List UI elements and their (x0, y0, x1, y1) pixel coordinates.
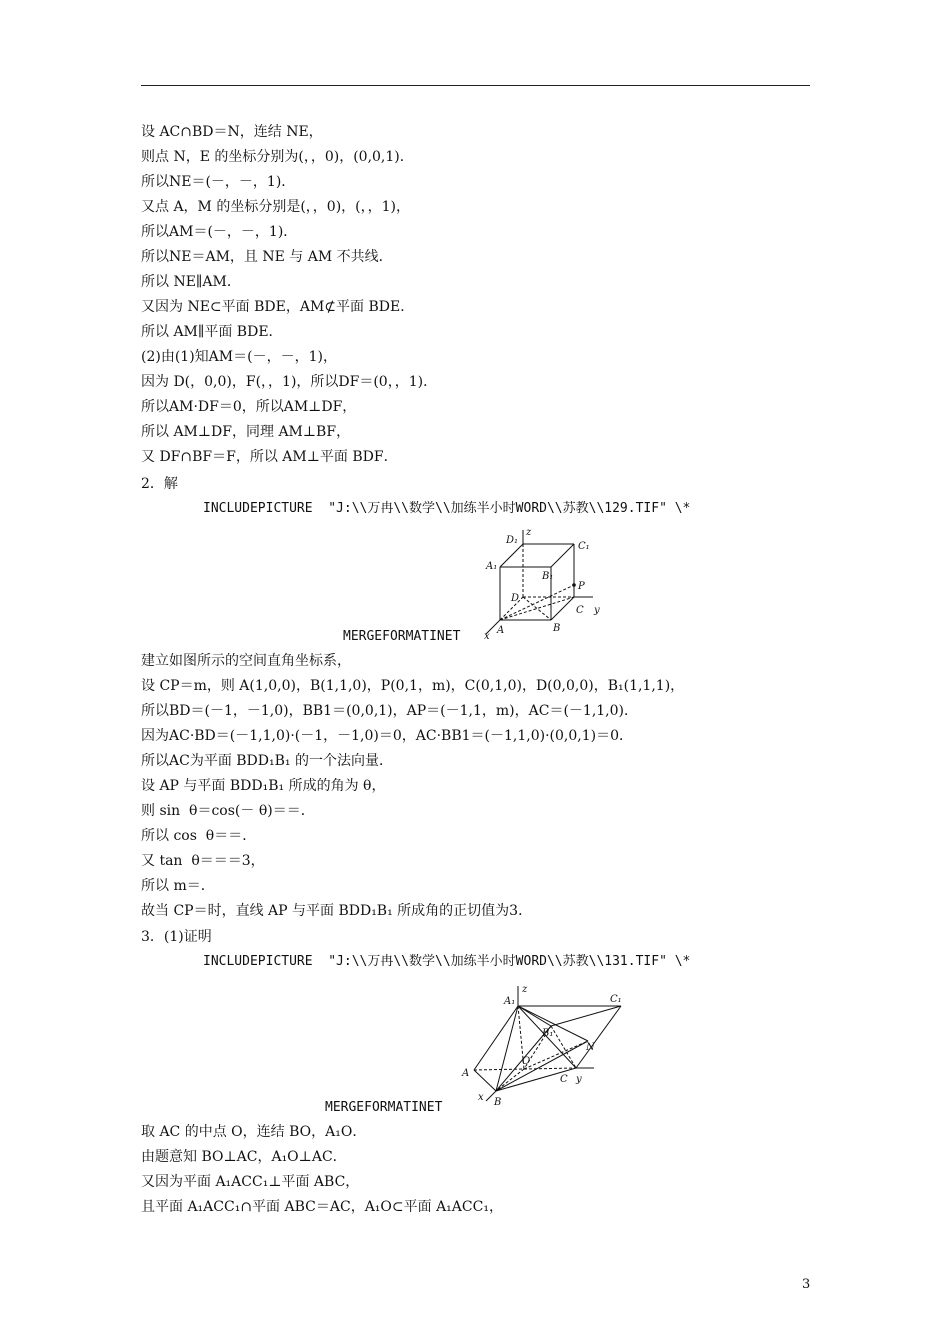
figure-label: A (462, 1068, 470, 1079)
include-field: INCLUDEPICTURE "J:\\万冉\\数学\\加练半小时WORD\\苏教\\131.TIF" \* (203, 954, 691, 969)
header-rule (141, 85, 810, 86)
figure-label: B₁ (542, 571, 554, 582)
text-line: 且平面 A₁ACC₁∩平面 ABC＝AC，A₁O⊂平面 A₁ACC₁， (141, 1199, 503, 1215)
figure-label: z (526, 527, 532, 538)
figure-label: C₁ (578, 541, 590, 552)
text-line: 因为 D(，0,0)，F(，，1)，所以DF＝(0，，1)． (141, 374, 438, 390)
page-number: 3 (802, 1277, 811, 1292)
text-line: 所以 cos θ＝＝． (141, 828, 257, 844)
include-field: INCLUDEPICTURE "J:\\万冉\\数学\\加练半小时WORD\\苏教\\129.TIF" \* (203, 501, 691, 516)
figure-label: x (478, 1092, 484, 1103)
text-line: 设 AP 与平面 BDD₁B₁ 所成的角为 θ， (141, 778, 386, 794)
mergeformat-field: MERGEFORMATINET (325, 1100, 443, 1115)
text-line: 所以NE＝AM，且 NE 与 AM 不共线． (141, 249, 393, 265)
text-line: 又点 A，M 的坐标分别是(，，0)，(，，1)， (141, 199, 411, 215)
text-line: 所以BD＝(－1，－1,0)，BB1＝(0,0,1)，AP＝(－1,1，m)，AC＝(－1,1,0)． (141, 703, 638, 719)
text-line: (2)由(1)知AM＝(－，－，1)， (141, 349, 337, 365)
text-line: 则 sin θ＝cos(－ θ)＝＝． (141, 803, 315, 819)
text-line: 又因为平面 A₁ACC₁⊥平面 ABC， (141, 1174, 360, 1190)
figure-label: C₁ (610, 994, 622, 1005)
text-line: 所以AM＝(－，－，1)． (141, 224, 298, 240)
mergeformat-field: MERGEFORMATINET (343, 629, 461, 644)
figure-label: z (522, 984, 528, 995)
text-line: 则点 N，E 的坐标分别为(，，0)，(0,0,1)． (141, 149, 414, 165)
text-line: 所以 AM⊥DF，同理 AM⊥BF， (141, 424, 351, 440)
text-line: 建立如图所示的空间直角坐标系， (141, 653, 351, 669)
figure-label: y (576, 1074, 582, 1085)
text-line: 所以 AM∥平面 BDE． (141, 324, 283, 340)
figure-label: y (594, 605, 600, 616)
figure-label: N (586, 1042, 595, 1053)
figure-label: A₁ (486, 561, 498, 572)
text-line: 所以AC为平面 BDD₁B₁ 的一个法向量． (141, 753, 393, 769)
text-line: 因为AC·BD＝(－1,1,0)·(－1，－1,0)＝0，AC·BB1＝(－1,1,0)·(0,0,1)＝0． (141, 728, 633, 744)
figure-label: A₁ (504, 996, 516, 1007)
text-line: 所以NE＝(－，－，1)． (141, 174, 296, 190)
text-line: 所以 m＝． (141, 878, 215, 894)
prism-figure (456, 978, 636, 1108)
figure-label: D (511, 593, 520, 604)
text-line: 又因为 NE⊂平面 BDE，AM⊄平面 BDE． (141, 299, 415, 315)
figure-label: x (484, 631, 490, 642)
figure-label: D₁ (506, 535, 519, 546)
figure-label: B (494, 1097, 502, 1108)
section-heading: 3．(1)证明 (141, 929, 212, 945)
figure-label: B₁ (542, 1028, 554, 1039)
figure-label: A (497, 625, 505, 636)
text-line: 由题意知 BO⊥AC，A₁O⊥AC． (141, 1149, 347, 1165)
text-line: 又 DF∩BF＝F，所以 AM⊥平面 BDF． (141, 449, 398, 465)
figure-label: P (578, 581, 585, 592)
text-line: 所以 NE∥AM． (141, 274, 241, 290)
text-line: 故当 CP＝时，直线 AP 与平面 BDD₁B₁ 所成角的正切值为3． (141, 903, 533, 919)
section-heading: 2．解 (141, 476, 178, 492)
text-line: 取 AC 的中点 O，连结 BO，A₁O． (141, 1124, 367, 1140)
figure-label: C (560, 1074, 568, 1085)
text-line: 设 AC∩BD＝N，连结 NE， (141, 124, 323, 140)
cube-figure (478, 527, 618, 642)
figure-label: O (522, 1056, 531, 1067)
text-line: 又 tan θ＝＝＝3， (141, 853, 265, 869)
text-line: 所以AM·DF＝0，所以AM⊥DF， (141, 399, 357, 415)
figure-label: C (576, 605, 584, 616)
text-line: 设 CP＝m，则 A(1,0,0)，B(1,1,0)，P(0,1，m)，C(0,1,0)，D(0,0,0)，B₁(1,1,1)， (141, 678, 685, 694)
figure-label: B (553, 623, 561, 634)
